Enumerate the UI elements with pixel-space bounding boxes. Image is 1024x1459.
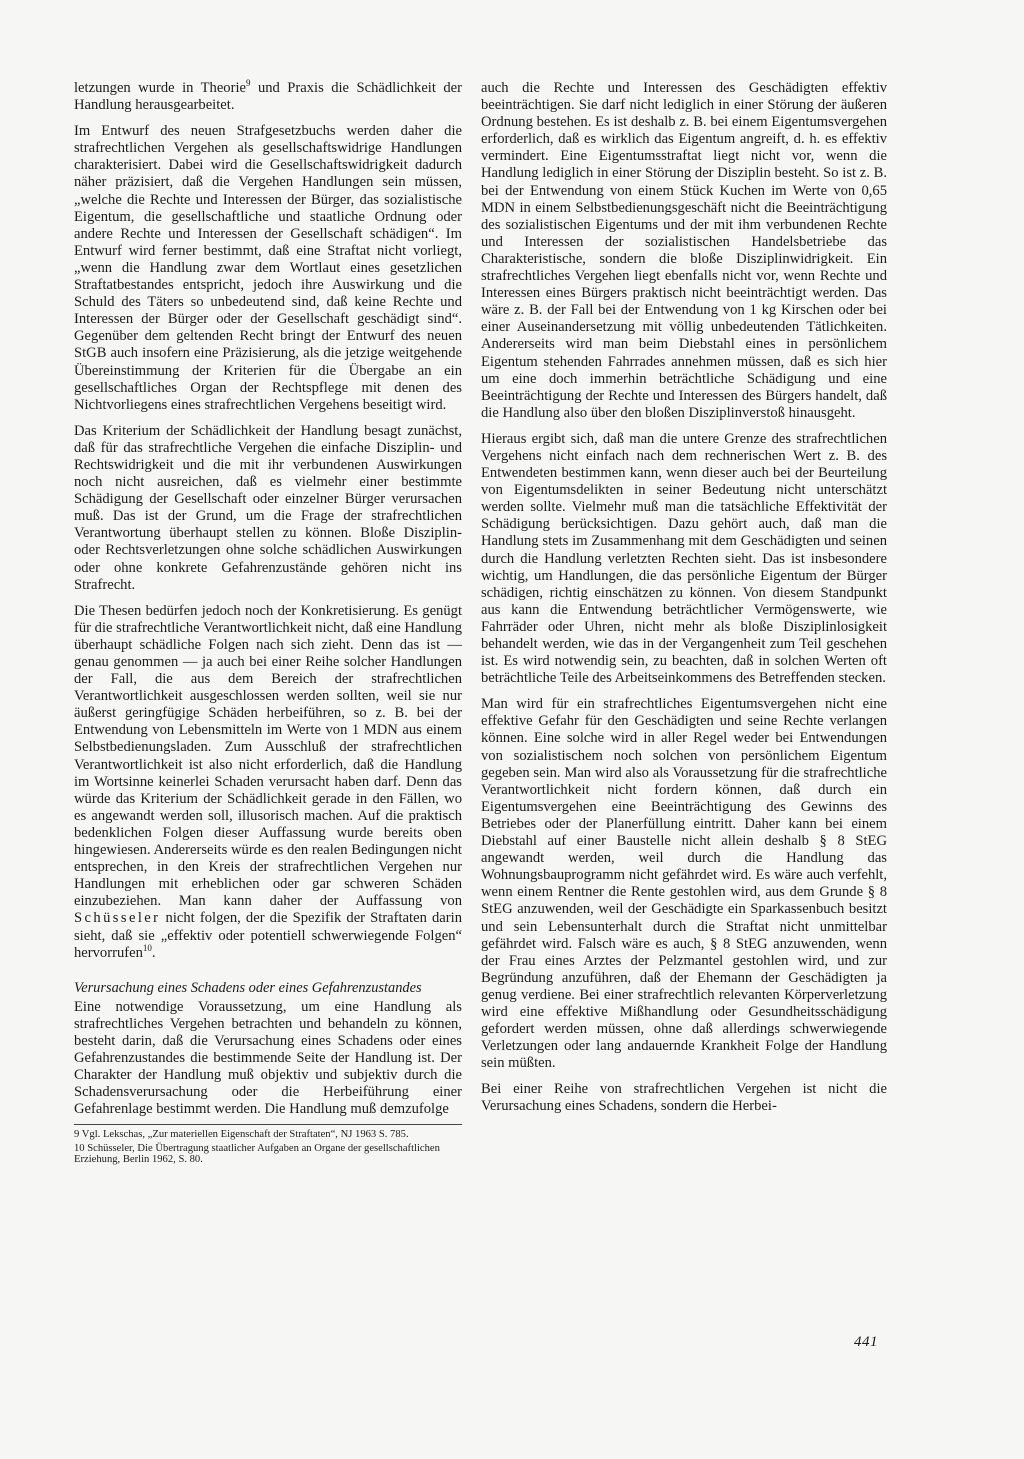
- paragraph: Die Thesen bedürfen jedoch noch der Konkretisierung. Es genügt für die strafrechtliche Verantwortlichkeit nicht, daß eine Handlung überhaupt schädliche Folgen nach sich zieht. Denn das ist — genau genommen — ja auch bei einer Reihe solcher Handlungen der Fall, die aus dem Bereich der strafrechtlichen Verantwortlichkeit ausgeschlossen werden sollten, weil sie nur äußerst geringfügige Schäden herbeiführen, so z. B. bei der Entwendung von Lebensmitteln im Werte von 1 MDN aus einem Selbstbedienungsladen. Zum Ausschluß der strafrechtlichen Verantwortlichkeit ist also nicht erforderlich, daß die Handlung im Wortsinne keinerlei Schaden verursacht haben darf. Denn das würde das Kriterium der Schädlichkeit gerade in den Fällen, wo es angewandt werden soll, illusorisch machen. Auf die praktisch bedenklichen Folgen dieser Auffassung wurde bereits oben hingewiesen. Andererseits würde es den realen Bedingungen nicht entsprechen, in den Kreis der strafrechtlichen Vergehen nur Handlungen mit erheblichen oder gar schweren Schäden einzubeziehen. Man kann daher der Auffassung von Schüsseler nicht folgen, der die Spezifik der Straftaten darin sieht, daß sie „effektiv oder potentiell schwerwiegende Folgen“ hervorrufen$^{10}$.: [74, 602, 462, 961]
- left-column: [74, 80, 462, 1168]
- paragraph: Man wird für ein strafrechtliches Eigentumsvergehen nicht eine effektive Gefahr für den Geschädigten und seine Rechte verlangen können. Eine solche wird in aller Regel weder bei Entwendungen von sozialistischem noch solchen von persönlichem Eigentum gegeben sein. Man wird also als Voraussetzung für die strafrechtliche Verantwortlichkeit nicht fordern können, daß durch ein Eigentumsvergehen eine Beeinträchtigung des Gewinns des Betriebes oder der Planerfüllung eintritt. Daher kann bei einem Diebstahl auf einer Baustelle nicht allein deshalb § 8 StEG angewandt werden, weil durch die Handlung das Wohnungsbauprogramm nicht gefährdet wird. Es wäre auch verfehlt, wenn einem Rentner die Rente gestohlen wird, aus dem Grunde § 8 StEG anzuwenden, weil der Geschädigte ein Sparkassenbuch besitzt und sein Lebensunterhalt durch die Straftat nicht unmittelbar gefährdet wird. Falsch wäre es auch, § 8 StEG anzuwenden, wenn der Frau eines Arztes der Pelzmantel gestohlen wird, und zur Begründung anzuführen, daß der Ehemann der Geschädigten ja genug verdiene. Bei einer strafrechtlich relevanten Körperverletzung wird eine effektive Mißhandlung oder Gesundheitsschädigung gefordert werden müssen, ohne daß allerdings schwerwiegende Verletzungen oder lang andauernde Krankheit Folge der Handlung sein müßten.: [481, 696, 887, 1072]
- footnote: 10 Schüsseler, Die Übertragung staatlicher Aufgaben an Organe der gesellschaftlichen Erziehung, Berlin 1962, S. 80.: [74, 1142, 440, 1166]
- page-number: 441: [854, 1334, 878, 1350]
- footnote-ref: 10: [142, 942, 152, 953]
- footnote: 9 Vgl. Lekschas, „Zur materiellen Eigenschaft der Straftaten“, NJ 1963 S. 785.: [74, 1129, 409, 1141]
- paragraph: Bei einer Reihe von strafrechtlichen Vergehen ist nicht die Verursachung eines Schadens, sondern die Herbei-: [481, 1081, 887, 1115]
- paragraph: auch die Rechte und Interessen des Geschädigten effektiv beeinträchtigen. Sie darf nicht lediglich in einer Störung der äußeren Ordnung bestehen. Es ist deshalb z. B. bei einem Eigentumsvergehen erforderlich, daß es wirklich das Eigentum angreift, d. h. es effektiv vermindert. Eine Eigentumsstraftat liegt nicht vor, wenn die Handlung lediglich in einer Störung der Disziplin besteht. So ist z. B. bei der Entwendung von einem Stück Kuchen im Werte von 0,65 MDN in einem Selbstbedienungsgeschäft nicht die Beeinträchtigung des sozialistischen Eigentums und der mit ihm verbundenen Rechte und Interessen der sozialistischen Handelsbetriebe das Charakteristische, sondern die bloße Disziplinwidrigkeit. Ein strafrechtliches Vergehen liegt ebenfalls nicht vor, wenn Rechte und Interessen eines Bürgers praktisch nicht beeinträchtigt werden. Das wäre z. B. der Fall bei der Entwendung von 1 kg Kirschen oder bei einer Auseinandersetzung mit völlig unbedeutenden Tätlichkeiten. Andererseits wird man beim Diebstahl eines in persönlichem Eigentum stehenden Fahrrades annehmen müssen, daß es sich hier um eine doch immerhin beträchtliche Schädigung und eine Beeinträchtigung der Rechte und Interessen des Bürgers handelt, daß die Handlung also über den bloßen Disziplinverstoß hinausgeht.: [481, 80, 887, 421]
- right-column: [481, 80, 887, 1125]
- author-name-spaced: Schüsseler: [74, 910, 161, 927]
- paragraph: letzungen wurde in Theorie$^9$ und Praxis die Schädlichkeit der Handlung herausgearbeitet.: [74, 78, 462, 114]
- section-subheading: Verursachung eines Schadens oder eines Gefahrenzustandes: [74, 979, 422, 996]
- footnote-ref: 9: [246, 78, 251, 89]
- paragraph: Hieraus ergibt sich, daß man die untere Grenze des strafrechtlichen Vergehens nicht einfach nach dem rechnerischen Wert z. B. des Entwendeten bestimmen kann, wenn dieser auch bei der Beurteilung von Eigentumsdelikten in seiner Bedeutung nicht unterschätzt werden sollte. Vielmehr muß man die tatsächliche Effektivität der Schädigung berücksichtigen. Dazu gehört auch, daß man die Handlung stets im Zusammenhang mit dem Geschädigten und seinen durch die Handlung verletzten Rechten sieht. Das ist insbesondere wichtig, um Handlungen, die das persönliche Eigentum der Bürger schädigen, richtig einschätzen zu können. Von diesem Standpunkt aus kann die Entwendung beträchtlicher Vermögenswerte, wie Fahrräder oder Uhren, nicht mehr als bloße Disziplinlosigkeit behandelt werden, wie das in der Vergangenheit zum Teil geschehen ist. Es wird notwendig sein, zu beachten, daß in solchen Werten oft beträchtliche Teile des Arbeitseinkommens des Betreffenden stecken.: [481, 430, 887, 687]
- paragraph: Das Kriterium der Schädlichkeit der Handlung besagt zunächst, daß für das strafrechtliche Vergehen die einfache Disziplin- und Rechtswidrigkeit und die mit ihr verbundenen Auswirkungen noch nicht ausreichen, daß es vielmehr einer bestimmte Schädigung der Gesellschaft oder einzelner Bürger verursachen muß. Das ist der Grund, um die Frage der strafrechtlichen Verantwortung überhaupt stellen zu können. Bloße Disziplin- oder Rechtsverletzungen ohne solche schädlichen Auswirkungen oder ohne konkrete Gefahrenzustände gehören nicht ins Strafrecht.: [74, 422, 462, 593]
- footnotes: [74, 1124, 462, 1165]
- paragraph: Im Entwurf des neuen Strafgesetzbuchs werden daher die strafrechtlichen Vergehen als gesellschaftswidrige Handlungen charakterisiert. Dabei wird die Gesellschaftswidrigkeit dadurch näher präzisiert, daß die Vergehen Handlungen sein müssen, „welche die Rechte und Interessen der Bürger, das sozialistische Eigentum, die gesellschaftliche und staatliche Ordnung oder andere Rechte und Interessen der Gesellschaft schädigen“. Im Entwurf wird ferner bestimmt, daß eine Straftat nicht vorliegt, „wenn die Handlung zwar dem Wortlaut eines gesetzlichen Straftatbestandes entspricht, jedoch ihre Auswirkung und die Schuld des Täters so unbedeutend sind, daß keine Rechte und Interessen der Bürger oder der Gesellschaft geschädigt sind“. Gegenüber dem geltenden Recht bringt der Entwurf des neuen StGB auch insofern eine Präzisierung, als die jetzige weitgehende Übereinstimmung der Kriterien für die Übergabe an ein gesellschaftliches Organ der Rechtspflege mit denen des Nichtvorliegens eines strafrechtlichen Vergehens beseitigt wird.: [74, 123, 462, 413]
- paragraph: Eine notwendige Voraussetzung, um eine Handlung als strafrechtliches Vergehen betrachten und behandeln zu können, besteht darin, daß die Verursachung eines Schadens oder eines Gefahrenzustandes die bestimmende Seite der Handlung ist. Der Charakter der Handlung muß objektiv und subjektiv durch die Schadensverursachung oder die Herbeiführung einer Gefahrenlage bestimmt werden. Die Handlung muß demzufolge: [74, 998, 462, 1118]
